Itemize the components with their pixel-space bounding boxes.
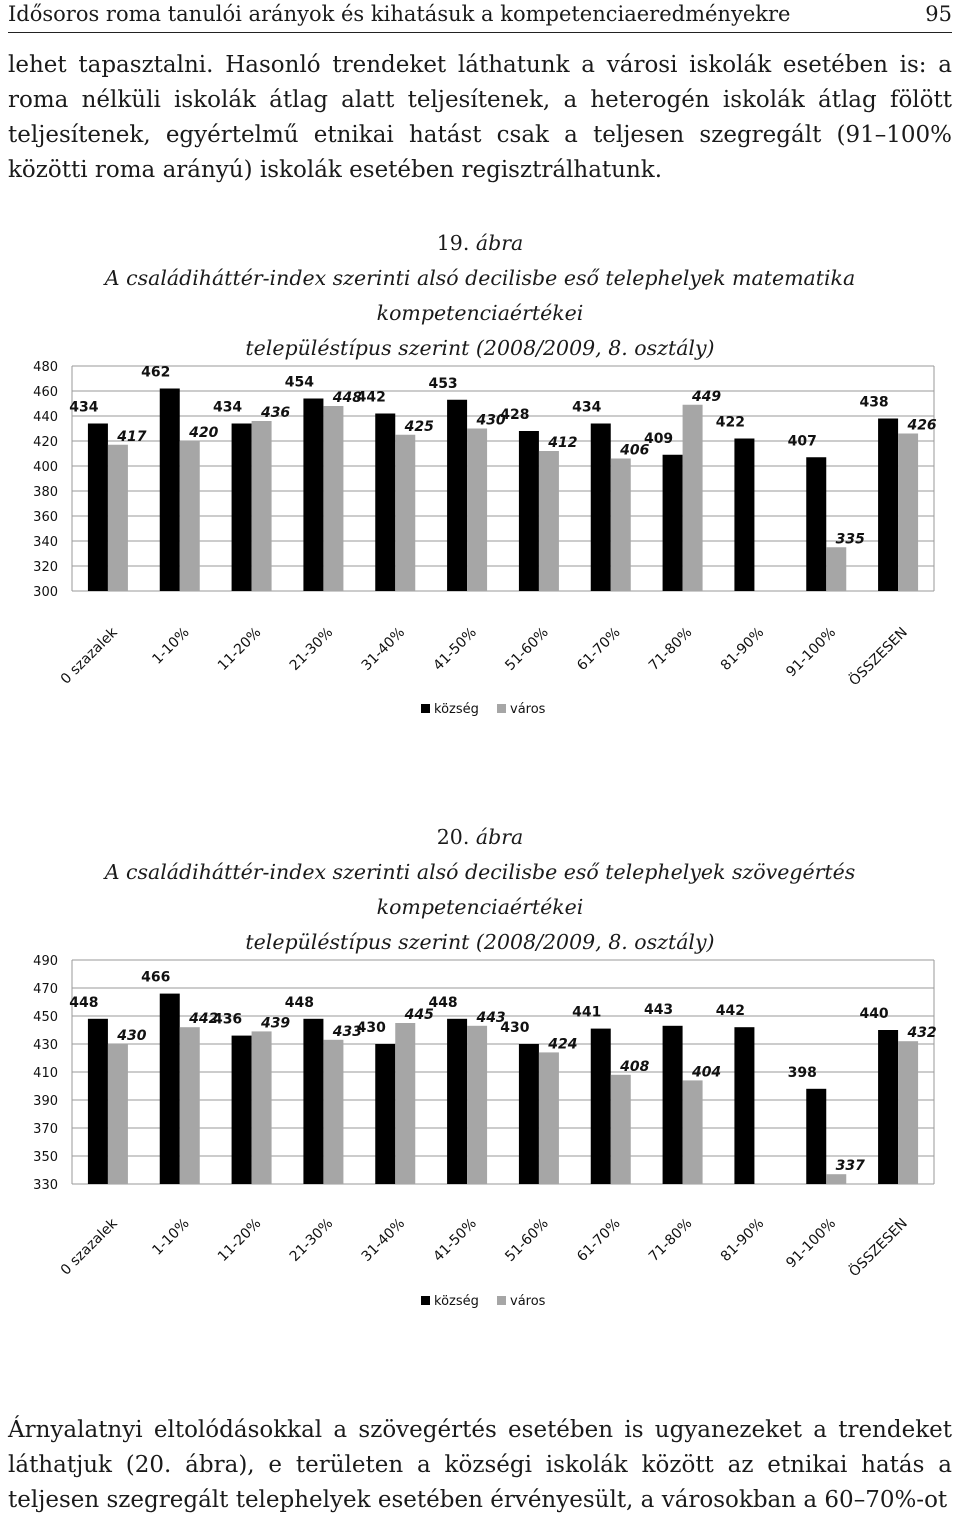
data-label-kozseg: 422: [715, 414, 746, 431]
bar-kozseg: [232, 1036, 252, 1184]
bar-varos: [826, 1174, 846, 1184]
data-label-varos: 443: [476, 1009, 506, 1026]
x-tick-label: 71-80%: [645, 1215, 696, 1266]
y-tick-label: 410: [33, 1066, 58, 1081]
figure-19-caption-line2: településtípus szerint (2008/2009, 8. osztály): [245, 336, 715, 360]
x-tick-label: 81-90%: [717, 1215, 768, 1266]
legend-swatch-kozseg: [421, 1296, 430, 1305]
data-label-kozseg: 407: [787, 433, 817, 450]
legend-swatch-varos: [497, 1296, 506, 1305]
data-label-kozseg: 438: [859, 394, 889, 411]
x-tick-label: 21-30%: [286, 624, 337, 675]
closing-paragraph: [8, 1413, 952, 1518]
data-label-kozseg: 398: [787, 1064, 817, 1081]
figure-20-title: [8, 820, 952, 855]
y-tick-label: 450: [33, 1010, 58, 1025]
data-label-kozseg: 436: [212, 1011, 243, 1028]
data-label-kozseg: 454: [284, 374, 315, 391]
data-label-kozseg: 434: [212, 399, 243, 416]
data-label-kozseg: 448: [284, 994, 315, 1011]
intro-paragraph: [8, 48, 952, 188]
bar-kozseg: [878, 419, 898, 592]
figure-20-number: 20.: [436, 825, 470, 849]
bar-kozseg: [663, 1026, 683, 1184]
bar-kozseg: [375, 414, 395, 592]
y-tick-label: 350: [33, 1150, 58, 1165]
y-tick-label: 430: [33, 1038, 58, 1053]
bar-kozseg: [734, 439, 754, 592]
data-label-varos: 430: [117, 1028, 147, 1044]
y-tick-label: 480: [33, 360, 58, 375]
x-tick-label: 11-20%: [214, 1215, 265, 1266]
bar-kozseg: [375, 1044, 395, 1184]
legend-label-kozseg: község: [434, 1294, 479, 1309]
x-tick-label: 41-50%: [430, 624, 480, 675]
data-label-kozseg: 453: [428, 375, 458, 392]
figure-19-number: 19.: [436, 231, 470, 255]
bar-kozseg: [88, 424, 108, 592]
bar-varos: [252, 1031, 272, 1184]
data-label-kozseg: 430: [500, 1020, 530, 1036]
bar-kozseg: [303, 1019, 323, 1184]
data-label-kozseg: 462: [141, 364, 171, 381]
x-tick-label: 1-10%: [149, 624, 193, 668]
data-label-kozseg: 428: [500, 407, 530, 423]
figure-20-caption: [8, 820, 952, 960]
figure-19-label: ábra: [475, 231, 524, 255]
y-tick-label: 360: [33, 510, 58, 525]
bar-varos: [611, 1075, 631, 1184]
figure-20-caption-line2: településtípus szerint (2008/2009, 8. osztály): [245, 930, 715, 954]
bar-kozseg: [663, 455, 683, 591]
bar-varos: [611, 459, 631, 592]
bar-kozseg: [232, 424, 252, 592]
running-title: Idősoros roma tanulói arányok és kihatásuk a kompetenciaeredményekre: [8, 2, 791, 26]
bar-varos: [108, 445, 128, 591]
data-label-varos: 412: [548, 435, 578, 451]
bar-varos: [323, 406, 343, 591]
bar-kozseg: [591, 1029, 611, 1184]
y-tick-label: 440: [33, 410, 58, 425]
data-label-kozseg: 434: [69, 399, 99, 416]
bar-kozseg: [519, 431, 539, 591]
figure-20-label: ábra: [475, 825, 524, 849]
chart-19: [16, 348, 946, 738]
y-tick-label: 470: [33, 982, 58, 997]
bar-varos: [683, 405, 703, 591]
x-tick-label: 0 szazalek: [57, 624, 121, 688]
bar-kozseg: [160, 994, 180, 1184]
data-label-kozseg: 443: [643, 1001, 674, 1018]
y-tick-label: 490: [33, 954, 58, 969]
bar-varos: [898, 1041, 918, 1184]
data-label-varos: 425: [404, 418, 434, 435]
data-label-varos: 404: [691, 1064, 722, 1081]
data-label-varos: 436: [260, 405, 291, 421]
data-label-varos: 420: [189, 425, 219, 441]
data-label-varos: 417: [117, 428, 147, 445]
x-tick-label: 21-30%: [286, 1215, 337, 1266]
y-tick-label: 400: [33, 460, 58, 475]
bar-kozseg: [878, 1030, 898, 1184]
bar-varos: [180, 1027, 200, 1184]
legend-label-varos: város: [510, 702, 546, 717]
bar-varos: [395, 1023, 415, 1184]
legend-swatch-kozseg: [421, 704, 430, 713]
y-tick-label: 390: [33, 1094, 58, 1109]
x-tick-label: 91-100%: [783, 624, 840, 681]
data-label-varos: 426: [907, 417, 937, 434]
data-label-kozseg: 409: [643, 430, 674, 447]
y-tick-label: 320: [33, 560, 58, 575]
closing-text: Árnyalatnyi eltolódásokkal a szövegértés esetében is ugyanezeket a trendeket láthatjuk (20. ábra), e területen a községi iskolák között az etnikai hatás a teljesen szegregált telephelyek esetében érvényesült, a városokban a 60–70%-ot: [8, 1417, 952, 1513]
data-label-kozseg: 442: [356, 389, 386, 406]
bar-varos: [180, 441, 200, 591]
x-tick-label: 1-10%: [149, 1215, 193, 1259]
figure-19-caption-line1: A családiháttér-index szerinti alsó decilisbe eső telephelyek matematika kompetenciaértékei: [104, 266, 856, 325]
data-label-kozseg: 434: [572, 399, 602, 416]
intro-text: lehet tapasztalni. Hasonló trendeket láthatunk a városi iskolák esetében is: a roma nélküli iskolák átlag alatt teljesítenek, a heterogén iskolák átlag fölött teljesítenek, egyértelmű etnikai hatást csak a teljesen szegregált (91–100% közötti roma arányú) iskolák esetében regisztrálhatunk.: [8, 52, 952, 183]
bar-kozseg: [447, 1019, 467, 1184]
bar-varos: [683, 1080, 703, 1184]
page-number: 95: [925, 2, 952, 26]
y-tick-label: 300: [33, 585, 58, 600]
legend-label-kozseg: község: [434, 702, 479, 717]
data-label-varos: 408: [620, 1058, 650, 1075]
data-label-kozseg: 442: [715, 1003, 746, 1020]
data-label-varos: 439: [260, 1015, 291, 1032]
data-label-varos: 432: [907, 1025, 937, 1042]
y-tick-label: 330: [33, 1178, 58, 1193]
y-tick-label: 420: [33, 435, 58, 450]
data-label-kozseg: 440: [859, 1006, 889, 1022]
y-tick-label: 460: [33, 385, 58, 400]
data-label-kozseg: 430: [356, 1020, 386, 1036]
x-tick-label: 61-70%: [574, 1215, 624, 1266]
data-label-varos: 449: [691, 388, 722, 405]
x-tick-label: 81-90%: [717, 624, 768, 675]
bar-kozseg: [160, 389, 180, 592]
bar-kozseg: [447, 400, 467, 591]
chart-19-svg: [16, 348, 946, 738]
bar-kozseg: [519, 1044, 539, 1184]
page-header: [8, 0, 952, 33]
data-label-kozseg: 448: [428, 994, 458, 1011]
data-label-kozseg: 441: [572, 1004, 602, 1021]
data-label-kozseg: 448: [69, 994, 99, 1011]
x-tick-label: ÖSSZESEN: [846, 624, 911, 690]
data-label-varos: 448: [332, 390, 363, 406]
bar-varos: [898, 434, 918, 592]
bar-kozseg: [734, 1027, 754, 1184]
x-tick-label: 41-50%: [430, 1215, 480, 1266]
y-tick-label: 340: [33, 535, 58, 550]
x-tick-label: 71-80%: [645, 624, 696, 675]
bar-kozseg: [591, 424, 611, 592]
x-tick-label: 91-100%: [783, 1215, 840, 1272]
bar-varos: [467, 1026, 487, 1184]
y-tick-label: 370: [33, 1122, 58, 1137]
data-label-varos: 433: [332, 1023, 363, 1040]
x-tick-label: 0 szazalek: [57, 1215, 121, 1279]
bar-varos: [108, 1044, 128, 1184]
bar-varos: [323, 1040, 343, 1184]
chart-20: [16, 944, 946, 1329]
data-label-varos: 406: [620, 442, 650, 459]
figure-20-caption-line1: A családiháttér-index szerinti alsó decilisbe eső telephelyek szövegértés kompetenciaértékei: [104, 860, 856, 919]
data-label-varos: 442: [189, 1011, 219, 1028]
chart-20-svg: [16, 944, 946, 1329]
x-tick-label: 11-20%: [214, 624, 265, 675]
data-label-varos: 337: [835, 1158, 865, 1175]
data-label-kozseg: 466: [141, 969, 171, 986]
y-tick-label: 380: [33, 485, 58, 500]
x-tick-label: ÖSSZESEN: [846, 1215, 911, 1281]
bar-kozseg: [806, 457, 826, 591]
x-tick-label: 31-40%: [358, 624, 409, 675]
bar-varos: [252, 421, 272, 591]
bar-varos: [467, 429, 487, 592]
bar-varos: [826, 547, 846, 591]
bar-varos: [539, 451, 559, 591]
data-label-varos: 445: [404, 1007, 434, 1023]
figure-19-title: [8, 226, 952, 261]
data-label-varos: 430: [476, 412, 506, 429]
x-tick-label: 51-60%: [502, 624, 552, 675]
x-tick-label: 31-40%: [358, 1215, 409, 1266]
bar-varos: [539, 1052, 559, 1184]
data-label-varos: 335: [835, 531, 865, 548]
x-tick-label: 51-60%: [502, 1215, 552, 1266]
bar-kozseg: [303, 399, 323, 592]
bar-kozseg: [88, 1019, 108, 1184]
bar-kozseg: [806, 1089, 826, 1184]
bar-varos: [395, 435, 415, 591]
x-tick-label: 61-70%: [574, 624, 624, 675]
legend-swatch-varos: [497, 704, 506, 713]
figure-19-caption: [8, 226, 952, 366]
legend-label-varos: város: [510, 1294, 546, 1309]
data-label-varos: 424: [548, 1036, 578, 1053]
